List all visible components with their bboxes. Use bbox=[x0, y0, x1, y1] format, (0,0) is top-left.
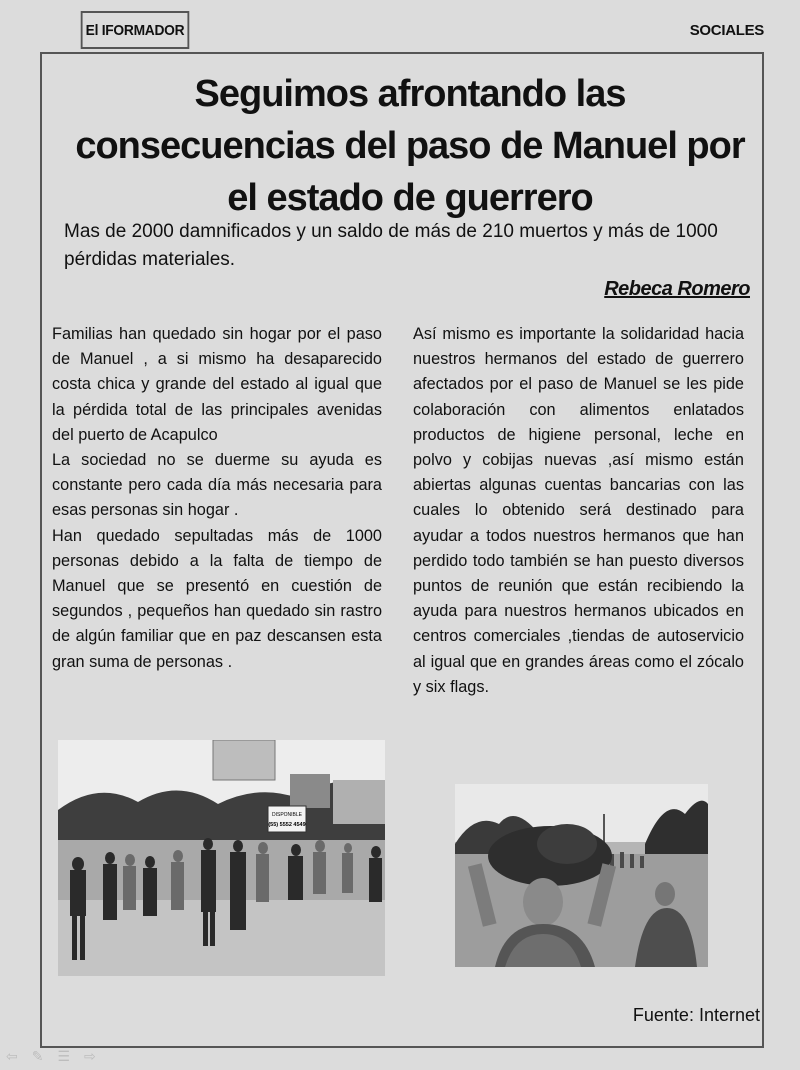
masthead-title: El IFORMADOR bbox=[81, 11, 190, 49]
billboard-text: DISPONIBLE bbox=[271, 812, 303, 818]
headline-line: consecuencias del paso de Manuel por bbox=[75, 125, 745, 167]
source-credit: Fuente: Internet bbox=[632, 1005, 760, 1025]
subheadline: Mas de 2000 damnificados y un saldo de más de 210 muertos y más de 1000 pérdidas materiales. bbox=[64, 221, 718, 270]
paragraph: Han quedado sepultadas más de 1000 personas debido a la falta de tiempo de Manuel que se presentó en cuestión de segundos , pequeños han quedado sin rastro de algún familiar que en paz descansen esta gran suma de personas . bbox=[52, 526, 382, 671]
slide-nav bbox=[6, 1048, 96, 1065]
back-arrow-icon[interactable]: ⇦ bbox=[6, 1048, 18, 1064]
left-column bbox=[52, 322, 382, 675]
paragraph: Así mismo es importante la solidaridad hacia nuestros hermanos del estado de guerrero afectados por el paso de Manuel se les pide colaboración con alimentos enlatados productos de higiene personal, leche en polvo y cobijas nuevas ,así mismo están abiertas algunas cuentas bancarias con las cuales lo obtenido será destinado para ayudar a todos nuestros hermanos que han perdido todo también se han puesto diversos puntos de reunión que están recibiendo la ayuda para nuestros hermanos ubicados en centros comerciales ,tiendas de autoservicio al igual que en grandes áreas como el zócalo y six flags. bbox=[413, 325, 744, 696]
headline bbox=[60, 68, 760, 224]
paragraph: Familias han quedado sin hogar por el paso de Manuel , a si mismo ha desaparecido costa chica y grande del estado al igual que la pérdida total de las principales avenidas del puerto de Acapulco bbox=[52, 325, 382, 444]
headline-line: el estado de guerrero bbox=[227, 177, 593, 219]
section-label: SOCIALES bbox=[689, 22, 764, 39]
billboard-phone: (55) 5552 4549 bbox=[268, 822, 306, 828]
paragraph: La sociedad no se duerme su ayuda es constante pero cada día más necesaria para esas personas sin hogar . bbox=[52, 451, 382, 520]
menu-icon[interactable]: ☰ bbox=[57, 1048, 71, 1064]
forward-arrow-icon[interactable]: ⇨ bbox=[84, 1048, 96, 1064]
flood-street-photo bbox=[58, 740, 385, 976]
right-column bbox=[413, 322, 744, 700]
flood-victim-photo bbox=[455, 784, 708, 967]
headline-line: Seguimos afrontando las bbox=[194, 73, 626, 115]
byline: Rebeca Romero bbox=[604, 278, 750, 300]
pen-icon[interactable]: ✎ bbox=[31, 1048, 44, 1064]
